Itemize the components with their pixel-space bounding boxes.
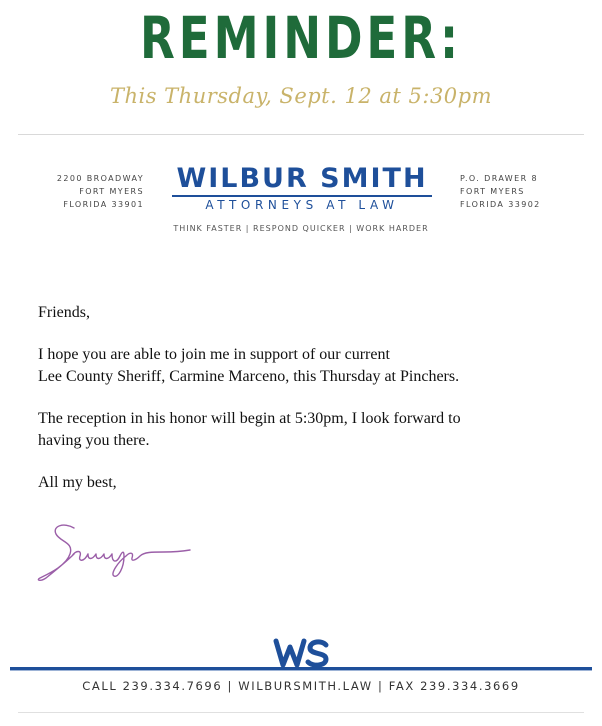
paragraph-line: The reception in his honor will begin at 5:30pm, I look forward to [38,410,461,427]
logo-underline [172,195,432,197]
address-left-line: 2200 BROADWAY [56,174,144,183]
address-right-line: FORT MYERS [460,187,525,196]
handwritten-signature [34,512,194,586]
paragraph-line: I hope you are able to join me in support of our current [38,346,390,363]
event-date-subtitle: This Thursday, Sept. 12 at 5:30pm [109,84,493,108]
paragraph-line: Lee County Sheriff, Carmine Marceno, this Thursday at Pinchers. [38,368,460,385]
bottom-divider [18,712,584,713]
paragraph-line: having you there. [38,432,150,449]
letter-body [38,302,568,514]
reminder-headline: REMINDER: [140,4,462,72]
address-left-line: FLORIDA 33901 [63,200,144,209]
address-left-line: FORT MYERS [79,187,144,196]
ws-logo-icon [272,637,332,669]
footer-divider-thin [10,670,592,671]
paragraph-support [38,344,568,388]
closing: All my best, [38,474,117,491]
firm-subtitle: ATTORNEYS AT LAW [205,198,399,212]
salutation: Friends, [38,304,90,321]
address-right-line: FLORIDA 33902 [460,200,541,209]
address-right [460,172,570,211]
address-right-line: P.O. DRAWER 8 [460,174,538,183]
contact-line: CALL 239.334.7696 | WILBURSMITH.LAW | FAX 239.334.3669 [82,679,520,693]
firm-tagline: THINK FASTER | RESPOND QUICKER | WORK HARDER [173,224,429,233]
firm-name-logo: WILBUR SMITH [176,163,428,194]
address-left [40,172,144,211]
top-divider [18,134,584,135]
paragraph-reception [38,408,568,452]
